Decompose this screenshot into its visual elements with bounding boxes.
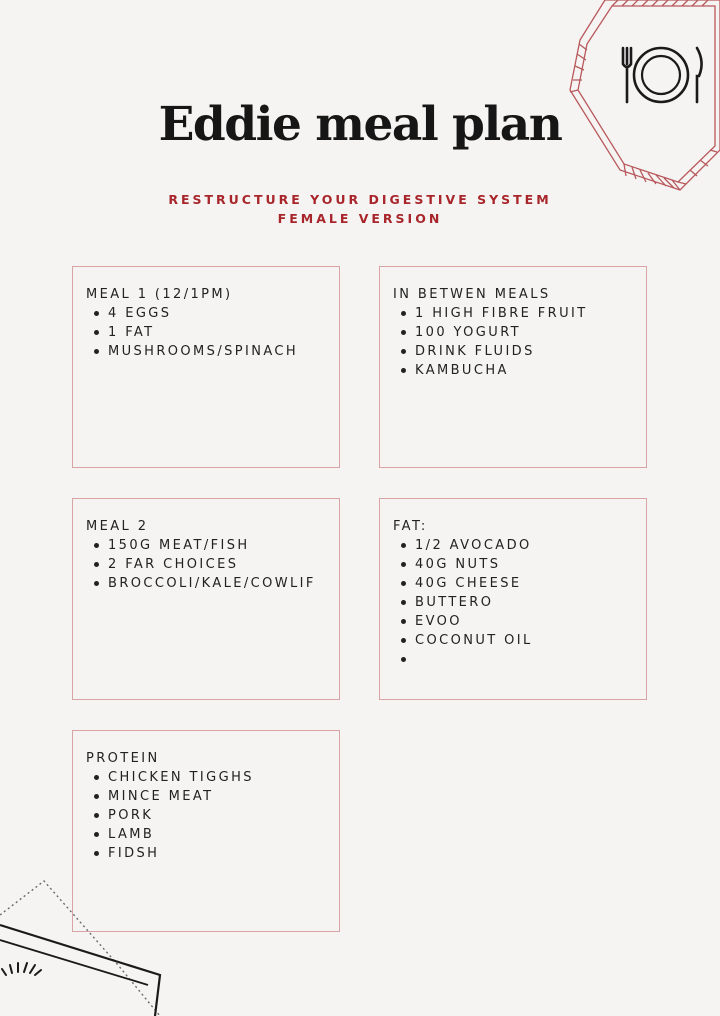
list-item: 2 FAR CHOICES xyxy=(108,555,327,574)
meal-1-card xyxy=(72,266,340,468)
list-item: 40G CHEESE xyxy=(415,574,634,593)
list-item: 1 FAT xyxy=(108,323,327,342)
item-list xyxy=(86,768,327,863)
list-item: 100 YOGURT xyxy=(415,323,634,342)
meal-2-card xyxy=(72,498,340,700)
list-item: 1 HIGH FIBRE FRUIT xyxy=(415,304,634,323)
card-title: MEAL 1 (12/1PM) xyxy=(86,287,233,302)
sunburst-icon xyxy=(0,945,50,985)
protein-card xyxy=(72,730,340,932)
item-list xyxy=(393,304,634,380)
list-item: MINCE MEAT xyxy=(108,787,327,806)
item-list xyxy=(86,536,327,593)
list-item: 150G MEAT/FISH xyxy=(108,536,327,555)
list-item: 40G NUTS xyxy=(415,555,634,574)
item-list xyxy=(393,536,634,669)
subtitle-line-2: FEMALE VERSION xyxy=(277,211,443,226)
list-item: KAMBUCHA xyxy=(415,361,634,380)
list-item: PORK xyxy=(108,806,327,825)
item-list xyxy=(86,304,327,361)
list-item: 1/2 AVOCADO xyxy=(415,536,634,555)
card-title: FAT: xyxy=(393,519,428,534)
list-item: 4 EGGS xyxy=(108,304,327,323)
list-item: MUSHROOMS/SPINACH xyxy=(108,342,327,361)
list-item: EVOO xyxy=(415,612,634,631)
page-subtitle xyxy=(0,190,720,228)
card-title: MEAL 2 xyxy=(86,519,149,534)
card-title: IN BETWEN MEALS xyxy=(393,287,551,302)
list-item: BUTTERO xyxy=(415,593,634,612)
card-title: PROTEIN xyxy=(86,751,160,766)
list-item: CHICKEN TIGGHS xyxy=(108,768,327,787)
subtitle-line-1: RESTRUCTURE YOUR DIGESTIVE SYSTEM xyxy=(168,192,552,207)
list-item: LAMB xyxy=(108,825,327,844)
list-item: DRINK FLUIDS xyxy=(415,342,634,361)
list-item xyxy=(415,650,634,669)
in-between-meals-card xyxy=(379,266,647,468)
list-item: BROCCOLI/KALE/COWLIF xyxy=(108,574,327,593)
page-title: Eddie meal plan xyxy=(158,97,562,152)
fat-card xyxy=(379,498,647,700)
list-item: FIDSH xyxy=(108,844,327,863)
list-item: COCONUT OIL xyxy=(415,631,634,650)
